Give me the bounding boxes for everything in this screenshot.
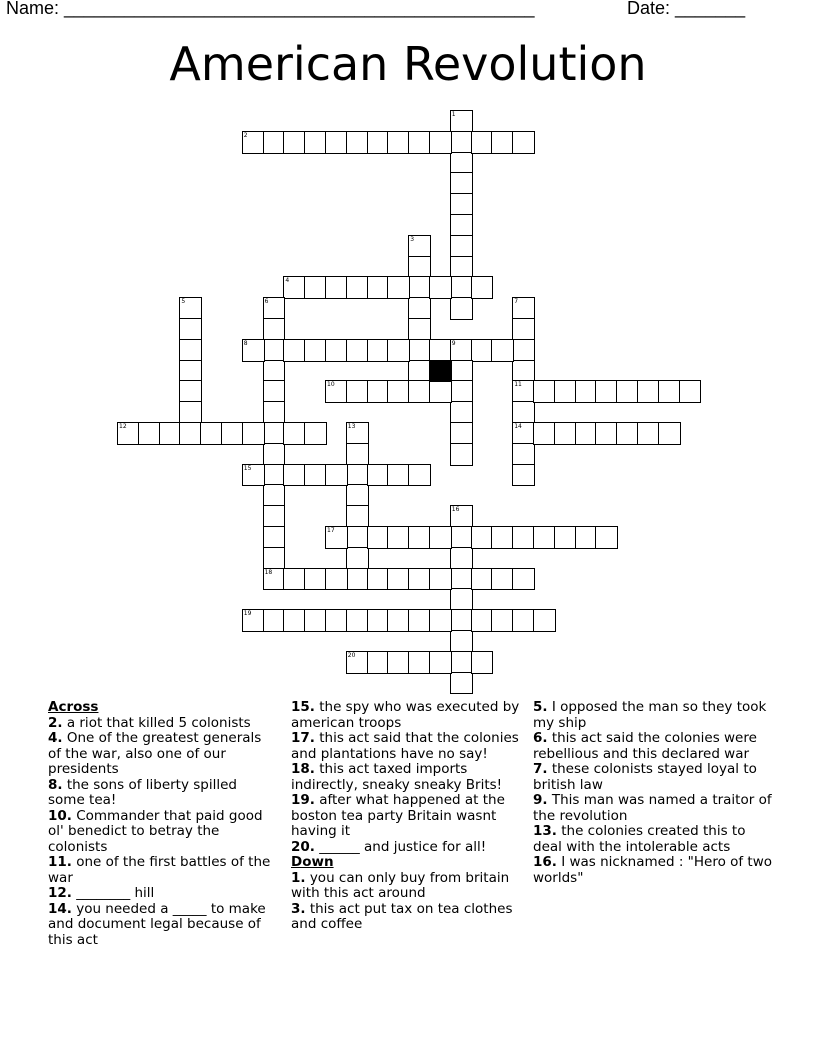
grid-cell[interactable] xyxy=(263,484,286,507)
puzzle-title: American Revolution xyxy=(169,37,647,91)
grid-cell[interactable] xyxy=(263,380,286,403)
grid-cell[interactable] xyxy=(242,609,265,632)
grid-cell[interactable] xyxy=(367,568,390,591)
grid-cell[interactable] xyxy=(346,568,369,591)
grid-cell[interactable] xyxy=(450,651,473,674)
grid-cell[interactable] xyxy=(367,131,390,154)
grid-cell[interactable] xyxy=(471,526,494,549)
grid-cell[interactable] xyxy=(387,339,410,362)
grid-cell[interactable] xyxy=(512,318,535,341)
clue-number: 13 xyxy=(347,423,356,430)
grid-cell[interactable] xyxy=(200,422,223,445)
grid-cell[interactable] xyxy=(346,443,369,466)
clue-number-label: 8. xyxy=(48,776,63,793)
clue-text: the spy who was executed by american troops xyxy=(291,699,520,731)
clue-item xyxy=(48,902,273,949)
grid-cell[interactable] xyxy=(387,526,410,549)
grid-cell[interactable] xyxy=(595,526,618,549)
grid-cell[interactable] xyxy=(491,568,514,591)
grid-cell[interactable] xyxy=(408,360,431,383)
grid-cell[interactable] xyxy=(450,443,473,466)
grid-cell[interactable] xyxy=(637,422,660,445)
clue-number-label: 15. xyxy=(291,699,315,715)
clue-number: 2 xyxy=(243,131,248,139)
grid-cell[interactable] xyxy=(283,464,306,487)
grid-cell[interactable] xyxy=(408,526,431,549)
clue-item xyxy=(291,762,523,793)
grid-cell[interactable] xyxy=(304,339,327,362)
grid-cell[interactable] xyxy=(387,568,410,591)
grid-cell[interactable] xyxy=(179,422,202,445)
grid-cell[interactable] xyxy=(450,505,473,528)
grid-cell[interactable] xyxy=(450,276,473,299)
clue-item xyxy=(533,700,773,731)
grid-cell[interactable] xyxy=(471,276,494,299)
clue-item xyxy=(533,824,773,855)
grid-cell[interactable] xyxy=(512,568,535,591)
grid-cell[interactable] xyxy=(450,672,473,695)
grid-cell[interactable] xyxy=(471,609,494,632)
grid-cell[interactable] xyxy=(242,464,265,487)
grid-cell[interactable] xyxy=(263,339,286,362)
grid-cell[interactable] xyxy=(346,380,369,403)
grid-cell[interactable] xyxy=(512,526,535,549)
grid-cell[interactable] xyxy=(450,609,473,632)
grid-cell[interactable] xyxy=(346,422,369,445)
grid-cell[interactable] xyxy=(533,526,556,549)
grid-cell[interactable] xyxy=(263,505,286,528)
clue-text: One of the greatest generals of the war, also one of our presidents xyxy=(48,730,262,777)
clue-number-label: 18. xyxy=(291,761,315,777)
grid-cell[interactable] xyxy=(512,443,535,466)
clue-text: the colonies created this to deal with the intolerable acts xyxy=(533,823,746,855)
clue-text: I was nicknamed : "Hero of two worlds" xyxy=(533,854,773,886)
grid-cell[interactable] xyxy=(367,651,390,674)
grid-cell[interactable] xyxy=(512,380,535,403)
clue-text: these colonists stayed loyal to british law xyxy=(533,761,757,793)
grid-cell[interactable] xyxy=(367,380,390,403)
clue-number-label: 1. xyxy=(291,869,306,886)
clue-item xyxy=(291,731,523,762)
grid-cell[interactable] xyxy=(263,360,286,383)
grid-cell[interactable] xyxy=(179,401,202,424)
clue-number: 14 xyxy=(514,423,522,430)
grid-cell[interactable] xyxy=(263,568,286,591)
clue-number: 6 xyxy=(264,298,269,306)
clue-text: after what happened at the boston tea party Britain wasnt having it xyxy=(291,792,505,839)
grid-cell[interactable] xyxy=(679,380,702,403)
grid-cell[interactable] xyxy=(283,568,306,591)
clue-item xyxy=(48,855,273,886)
clue-text: this act taxed imports indirectly, sneaky sneaky Brits! xyxy=(291,761,503,793)
clue-number-label: 6. xyxy=(533,730,548,746)
clue-number: 10 xyxy=(327,381,335,389)
clue-number-label: 17. xyxy=(291,730,315,746)
clue-text: a riot that killed 5 colonists xyxy=(62,714,251,731)
grid-cell[interactable] xyxy=(325,568,348,591)
grid-cell[interactable] xyxy=(159,422,182,445)
clue-number-label: 20. xyxy=(291,838,315,855)
grid-cell[interactable] xyxy=(450,380,473,403)
grid-cell[interactable] xyxy=(450,256,473,279)
grid-cell[interactable] xyxy=(263,443,286,466)
grid-cell[interactable] xyxy=(408,380,431,403)
grid-cell[interactable] xyxy=(450,588,473,611)
grid-cell[interactable] xyxy=(512,131,535,154)
grid-cell[interactable] xyxy=(304,464,327,487)
down-clue-list-1 xyxy=(291,871,523,933)
clue-text: This man was named a traitor of the revolution xyxy=(533,792,772,824)
grid-cell[interactable] xyxy=(429,276,452,299)
grid-cell[interactable] xyxy=(387,276,410,299)
grid-cell[interactable] xyxy=(304,609,327,632)
clues-column-2 xyxy=(291,700,523,933)
grid-cell[interactable] xyxy=(450,172,473,195)
clue-item xyxy=(48,778,273,809)
clue-text: this act said that the colonies and plantations have no say! xyxy=(291,730,519,762)
clue-number: 4 xyxy=(285,277,290,285)
grid-cell[interactable] xyxy=(408,256,431,279)
grid-cell[interactable] xyxy=(533,380,556,403)
grid-cell[interactable] xyxy=(367,526,390,549)
grid-cell[interactable] xyxy=(367,609,390,632)
name-blank[interactable]: _______________________________________________ xyxy=(64,0,535,18)
clue-number: 19 xyxy=(243,610,252,618)
grid-cell[interactable] xyxy=(408,609,431,632)
across-clue-list-1 xyxy=(48,716,273,949)
grid-cell[interactable] xyxy=(304,131,327,154)
grid-cell[interactable] xyxy=(263,297,286,320)
clue-number: 5 xyxy=(181,298,186,306)
grid-cell[interactable] xyxy=(491,526,514,549)
clue-item xyxy=(48,731,273,778)
clue-text: this act said the colonies were rebellious and this declared war xyxy=(533,730,757,762)
clue-item xyxy=(291,793,523,840)
grid-cell[interactable] xyxy=(346,526,369,549)
grid-cell[interactable] xyxy=(346,505,369,528)
grid-cell[interactable] xyxy=(408,318,431,341)
clue-item xyxy=(533,762,773,793)
grid-cell[interactable] xyxy=(263,401,286,424)
grid-cell[interactable] xyxy=(408,651,431,674)
clue-item xyxy=(48,809,273,856)
grid-cell[interactable] xyxy=(429,609,452,632)
grid-cell[interactable] xyxy=(408,297,431,320)
clue-number-label: 9. xyxy=(533,792,548,808)
grid-cell[interactable] xyxy=(387,609,410,632)
name-label: Name: xyxy=(6,0,65,18)
clue-item xyxy=(533,731,773,762)
grid-cell[interactable] xyxy=(221,422,244,445)
clues-column-1 xyxy=(48,700,273,948)
grid-cell[interactable] xyxy=(554,380,577,403)
grid-cell[interactable] xyxy=(408,568,431,591)
grid-cell[interactable] xyxy=(387,380,410,403)
clue-number-label: 11. xyxy=(48,854,72,870)
clue-text: I opposed the man so they took my ship xyxy=(533,699,767,731)
grid-cell[interactable] xyxy=(429,380,452,403)
across-heading: Across xyxy=(48,699,99,715)
grid-cell[interactable] xyxy=(325,609,348,632)
clue-item xyxy=(291,700,523,731)
clue-number: 17 xyxy=(327,527,335,534)
grid-cell[interactable] xyxy=(304,276,327,299)
grid-cell[interactable] xyxy=(450,422,473,445)
grid-cell[interactable] xyxy=(450,568,473,591)
grid-cell[interactable] xyxy=(346,547,369,570)
grid-cell[interactable] xyxy=(595,422,618,445)
grid-cell[interactable] xyxy=(117,422,140,445)
grid-cell[interactable] xyxy=(325,339,348,362)
clue-number: 12 xyxy=(119,423,127,430)
grid-cell[interactable] xyxy=(471,568,494,591)
grid-cell[interactable] xyxy=(263,526,286,549)
grid-cell[interactable] xyxy=(658,380,681,403)
clue-text: ______ and justice for all! xyxy=(314,838,487,855)
grid-cell[interactable] xyxy=(304,422,327,445)
grid-cell[interactable] xyxy=(263,464,286,487)
grid-cell[interactable] xyxy=(283,131,306,154)
clue-number-label: 4. xyxy=(48,730,63,746)
grid-cell[interactable] xyxy=(408,131,431,154)
grid-cell[interactable] xyxy=(616,422,639,445)
grid-cell[interactable] xyxy=(387,131,410,154)
clue-text: Commander that paid good ol' benedict to betray the colonists xyxy=(48,807,263,855)
grid-cell[interactable] xyxy=(512,464,535,487)
grid-cell[interactable] xyxy=(491,339,514,362)
grid-cell[interactable] xyxy=(429,339,452,362)
grid-cell[interactable] xyxy=(242,422,265,445)
grid-cell[interactable] xyxy=(325,380,348,403)
clue-item xyxy=(48,886,273,902)
grid-cell[interactable] xyxy=(346,484,369,507)
clue-number: 18 xyxy=(264,568,273,576)
grid-cell[interactable] xyxy=(450,360,473,383)
grid-cell[interactable] xyxy=(408,276,431,299)
grid-cell[interactable] xyxy=(387,464,410,487)
grid-cell[interactable] xyxy=(346,609,369,632)
grid-cell[interactable] xyxy=(408,339,431,362)
grid-cell[interactable] xyxy=(450,110,473,133)
grid-cell[interactable] xyxy=(512,401,535,424)
grid-cell[interactable] xyxy=(450,297,473,320)
clue-text: you needed a _____ to make and document legal because of this act xyxy=(48,900,266,948)
grid-cell[interactable] xyxy=(512,609,535,632)
grid-cell[interactable] xyxy=(263,318,286,341)
grid-cell[interactable] xyxy=(408,464,431,487)
grid-cell[interactable] xyxy=(325,464,348,487)
grid-cell[interactable] xyxy=(346,464,369,487)
down-heading: Down xyxy=(291,854,334,870)
grid-cell[interactable] xyxy=(429,131,452,154)
clue-number: 16 xyxy=(451,506,460,514)
clue-number: 9 xyxy=(451,339,456,347)
grid-cell[interactable] xyxy=(450,193,473,216)
grid-cell[interactable] xyxy=(429,526,452,549)
down-clue-list-2 xyxy=(533,700,773,886)
grid-cell[interactable] xyxy=(491,609,514,632)
grid-cell[interactable] xyxy=(450,526,473,549)
clue-number-label: 12. xyxy=(48,885,72,901)
across-clue-list-2 xyxy=(291,700,523,855)
grid-cell[interactable] xyxy=(512,339,535,362)
grid-cell[interactable] xyxy=(429,651,452,674)
clue-text: the sons of liberty spilled some tea! xyxy=(48,776,237,808)
grid-cell[interactable] xyxy=(387,651,410,674)
grid-cell[interactable] xyxy=(554,422,577,445)
grid-cell[interactable] xyxy=(512,297,535,320)
clue-number: 20 xyxy=(347,651,356,659)
date-label: Date: xyxy=(627,0,676,18)
clue-number: 7 xyxy=(514,298,519,306)
grid-cell[interactable] xyxy=(450,152,473,175)
clue-text: this act put tax on tea clothes and coffee xyxy=(291,900,513,932)
grid-cell[interactable] xyxy=(346,651,369,674)
clue-number: 11 xyxy=(514,381,522,389)
clue-number-label: 13. xyxy=(533,823,557,839)
grid-cell[interactable] xyxy=(616,380,639,403)
date-blank[interactable]: _______ xyxy=(675,0,746,18)
grid-cell[interactable] xyxy=(179,339,202,362)
grid-cell[interactable] xyxy=(450,401,473,424)
grid-cell[interactable] xyxy=(367,276,390,299)
grid-cell[interactable] xyxy=(408,235,431,258)
clues-column-3 xyxy=(533,700,773,886)
grid-cell[interactable] xyxy=(242,339,265,362)
grid-cell[interactable] xyxy=(283,422,306,445)
grid-cell[interactable] xyxy=(512,422,535,445)
grid-cell[interactable] xyxy=(450,547,473,570)
grid-cell[interactable] xyxy=(283,276,306,299)
grid-cell[interactable] xyxy=(179,297,202,320)
grid-cell[interactable] xyxy=(263,547,286,570)
clue-text: one of the first battles of the war xyxy=(48,854,271,886)
grid-cell[interactable] xyxy=(637,380,660,403)
clue-item xyxy=(533,855,773,886)
grid-cell[interactable] xyxy=(325,526,348,549)
clue-number-label: 10. xyxy=(48,807,72,824)
grid-cell[interactable] xyxy=(325,131,348,154)
clue-number: 3 xyxy=(410,235,415,243)
clue-number-label: 2. xyxy=(48,714,63,731)
clue-number-label: 7. xyxy=(533,761,548,777)
clue-item xyxy=(291,871,523,902)
grid-cell[interactable] xyxy=(658,422,681,445)
grid-cell[interactable] xyxy=(450,214,473,237)
grid-cell[interactable] xyxy=(263,609,286,632)
grid-cell[interactable] xyxy=(346,276,369,299)
grid-cell[interactable] xyxy=(554,526,577,549)
black-square xyxy=(429,360,452,383)
clue-number-label: 3. xyxy=(291,900,306,917)
grid-cell[interactable] xyxy=(179,360,202,383)
grid-cell[interactable] xyxy=(242,131,265,154)
clue-number: 1 xyxy=(451,111,456,118)
clue-number: 8 xyxy=(243,339,248,347)
grid-cell[interactable] xyxy=(138,422,161,445)
grid-cell[interactable] xyxy=(304,568,327,591)
clue-item xyxy=(48,716,273,732)
clue-number-label: 19. xyxy=(291,792,315,808)
clue-number-label: 14. xyxy=(48,900,72,917)
grid-cell[interactable] xyxy=(263,131,286,154)
grid-cell[interactable] xyxy=(179,318,202,341)
clue-number-label: 16. xyxy=(533,854,557,870)
grid-cell[interactable] xyxy=(429,568,452,591)
grid-cell[interactable] xyxy=(533,609,556,632)
grid-cell[interactable] xyxy=(471,339,494,362)
grid-cell[interactable] xyxy=(595,380,618,403)
grid-cell[interactable] xyxy=(450,131,473,154)
grid-cell[interactable] xyxy=(575,380,598,403)
grid-cell[interactable] xyxy=(263,422,286,445)
grid-cell[interactable] xyxy=(346,131,369,154)
grid-cell[interactable] xyxy=(450,235,473,258)
grid-cell[interactable] xyxy=(575,526,598,549)
clue-text: ________ hill xyxy=(71,885,155,901)
clue-number-label: 5. xyxy=(533,699,548,715)
grid-cell[interactable] xyxy=(325,276,348,299)
grid-cell[interactable] xyxy=(450,339,473,362)
grid-cell[interactable] xyxy=(533,422,556,445)
grid-cell[interactable] xyxy=(283,609,306,632)
clue-number: 15 xyxy=(243,464,252,472)
grid-cell[interactable] xyxy=(471,131,494,154)
grid-cell[interactable] xyxy=(575,422,598,445)
grid-cell[interactable] xyxy=(367,464,390,487)
grid-cell[interactable] xyxy=(450,630,473,653)
grid-cell[interactable] xyxy=(512,360,535,383)
grid-cell[interactable] xyxy=(346,339,369,362)
clue-item xyxy=(291,902,523,933)
clue-item xyxy=(291,840,523,856)
grid-cell[interactable] xyxy=(179,380,202,403)
grid-cell[interactable] xyxy=(491,131,514,154)
clue-text: you can only buy from britain with this act around xyxy=(291,869,510,901)
grid-cell[interactable] xyxy=(367,339,390,362)
clue-item xyxy=(533,793,773,824)
grid-cell[interactable] xyxy=(471,651,494,674)
grid-cell[interactable] xyxy=(283,339,306,362)
